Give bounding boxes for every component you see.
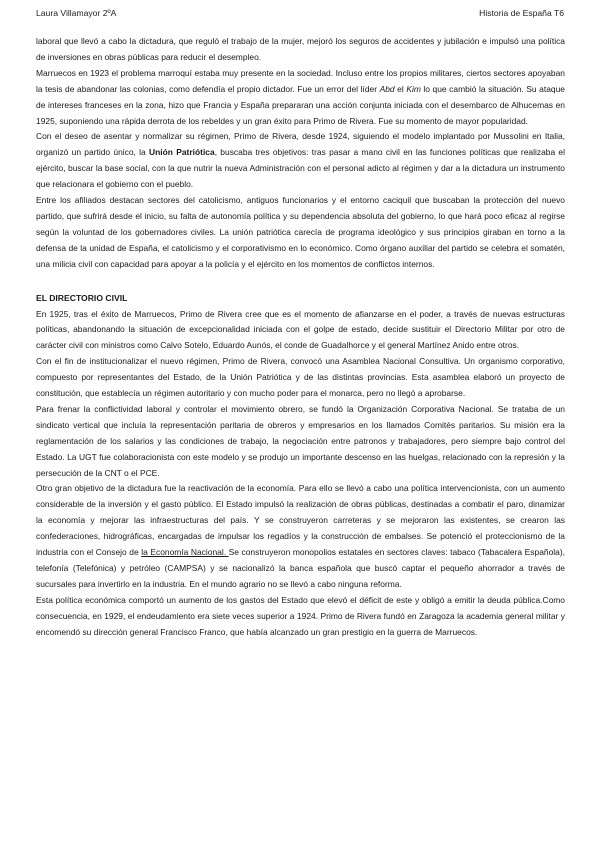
header-subject: Historia de España T6 xyxy=(479,8,564,18)
paragraph-text: En 1925, tras el éxito de Marruecos, Primo de Rivera cree que es el momento de afianzarse en el poder, a través de nuevas estructuras políticas, abandonando la situación de excepcionalidad iniciada con el golpe de estado, decide sustituir el Directorio Militar por otro de carácter civil con ministros como Calvo Sotelo, Eduardo Aunós, el conde de Guadalhorce y el general Martínez Anido entre otros. xyxy=(36,308,565,351)
paragraph-labor-policy xyxy=(36,34,565,66)
italic-name-abd: Abd xyxy=(379,83,395,94)
paragraph-affiliates xyxy=(36,193,565,273)
bold-term-union-patriotica: Unión Patriótica xyxy=(149,147,215,158)
paragraph-text: Con el deseo de asentar y normalizar su régimen, Primo de Rivera, desde 1924, siguiendo el modelo implantado por Mussolini en Italia, organizó un partido único, la xyxy=(36,131,565,158)
header-author: Laura Villamayor 2ºA xyxy=(36,8,117,18)
paragraph-text: laboral que llevó a cabo la dictadura, que reguló el trabajo de la mujer, mejoró los seguros de accidentes y jubilación e impulsó una política de inversiones en obras públicas para reducir el desempleo. xyxy=(36,36,565,62)
paragraph-text: el xyxy=(394,83,407,94)
paragraph-text: Marruecos en 1923 el problema marroquí estaba muy presente en la sociedad. Incluso entre los propios militares, ciertos sectores apoyaban la tesis de abandonar las colonias, como defendía el propio dictador. Fue un error del líder xyxy=(36,67,565,94)
paragraph-text: Se construyeron monopolios estatales en sectores claves: tabaco (Tabacalera Española), telefonía (Telefónica) y petróleo (CAMPSA) y se nacionalizó la banca española que buscó captar el pequeño ahorrador a través de sucursales para invertirlo en la industria. En el mundo agrario no se llevó a cabo ninguna reforma. xyxy=(36,547,565,589)
italic-name-kim: Kim xyxy=(406,83,421,94)
paragraph-text: , buscaba tres objetivos: tras pasar a mano civil en las funciones políticas que realizaba el ejército, buscar la base social, con la que nutrir la nueva Administración con el personal adicto al régimen y dar a la dictadura un instrumento que relacionara el gobierno con el pueblo. xyxy=(36,147,566,190)
section-spacer xyxy=(36,273,565,291)
paragraph-text: Otro gran objetivo de la dictadura fue la reactivación de la economía. Para ello se llevó a cabo una política intervencionista, con un aumento considerable de la inversión y el gasto público. El Estado impulsó la realización de obras públicas, destinadas a combatir el paro, dinamizar la economía y mejorar las infraestructuras del país. Y se construyeron carreteras y se mejoraron las existentes, se crearon las confederaciones, hidrográficas, encargadas de impulsar los regadíos y la construcción de embalses. Se potenció el proteccionismo de la industria con el Consejo de xyxy=(36,483,565,558)
paragraph-text: Esta política económica comportó un aumento de los gastos del Estado que elevó el déficit de este y obligó a emitir la deuda pública.Como consecuencia, en 1929, el endeudamiento era siete veces superior a 1924. Primo de Rivera fundó en Zaragoza la academia general militar y encomendó su dirección general Francisco Franco, que había alcanzado un gran prestigio en la guerra de Marruecos. xyxy=(36,594,565,637)
document-body xyxy=(36,34,565,641)
paragraph-text: lo que cambió la situación. Su ataque de intereses franceses en la zona, hizo que Francia y España prepararan una acción conjunta iniciada con el desembarco de Alhucemas en 1925, suponiendo una rápida derrota de los rebeldes y un gran éxito para Primo de Rivera. Fue su momento de mayor popularidad. xyxy=(36,83,565,126)
section-heading: EL DIRECTORIO CIVIL xyxy=(36,292,128,303)
paragraph-civil-directory xyxy=(36,307,565,355)
paragraph-economy xyxy=(36,481,565,592)
paragraph-text: Para frenar la conflictividad laboral y controlar el movimiento obrero, se fundó la Organización Corporativa Nacional. Se trataba de un sindicato vertical que incluía la representación paritaria de obreros y empresarios en los llamados Comités paritarios. Su misión era la reglamentación de los salarios y las condiciones de trabajo, la negociación entre patronos y trabajadores, pero siempre bajo control del Estado. La UGT fue colaboracionista con este modelo y se produjo un importante descenso en las huelgas, relacionado con la represión y la persecución de la CNT o el PCE. xyxy=(36,403,565,478)
paragraph-text: Entre los afiliados destacan sectores del catolicismo, antiguos funcionarios y el entorno caciquil que buscaban la protección del nuevo partido, que sufrirá desde el inicio, su falta de autonomía política y su dependencia absoluta del gobierno, lo que hará poco eficaz al regirse según la voluntad de los gobernadores civiles. La unión patriótica carecía de programa ideológico y sus principios giraban en torno a la defensa de la unidad de España, el catolicismo y el corporativismo en lo económico. Como órgano auxiliar del partido se celebra el somatén, una milicia civil con capacidad para apoyar a la policía y el ejército en los momentos de conflictos internos. xyxy=(36,195,565,269)
paragraph-debt xyxy=(36,593,565,641)
paragraph-corporative-organization xyxy=(36,402,565,482)
underlined-term-economia-nacional: la Economía Nacional. xyxy=(141,547,229,558)
paragraph-text: Con el fin de institucionalizar el nuevo régimen, Primo de Rivera, convocó una Asamblea Nacional Consultiva. Un organismo corporativo, compuesto por representantes del Estado, de la Unión Patriótica y de las distintas provincias. Esta asamblea elaboró un proyecto de constitución, que establecía un régimen autoritario y con mucho poder para el monarca, pero no llegó a aprobarse. xyxy=(36,356,565,399)
paragraph-morocco xyxy=(36,66,565,130)
paragraph-national-assembly xyxy=(36,354,565,402)
paragraph-union-patriotica xyxy=(36,129,565,193)
